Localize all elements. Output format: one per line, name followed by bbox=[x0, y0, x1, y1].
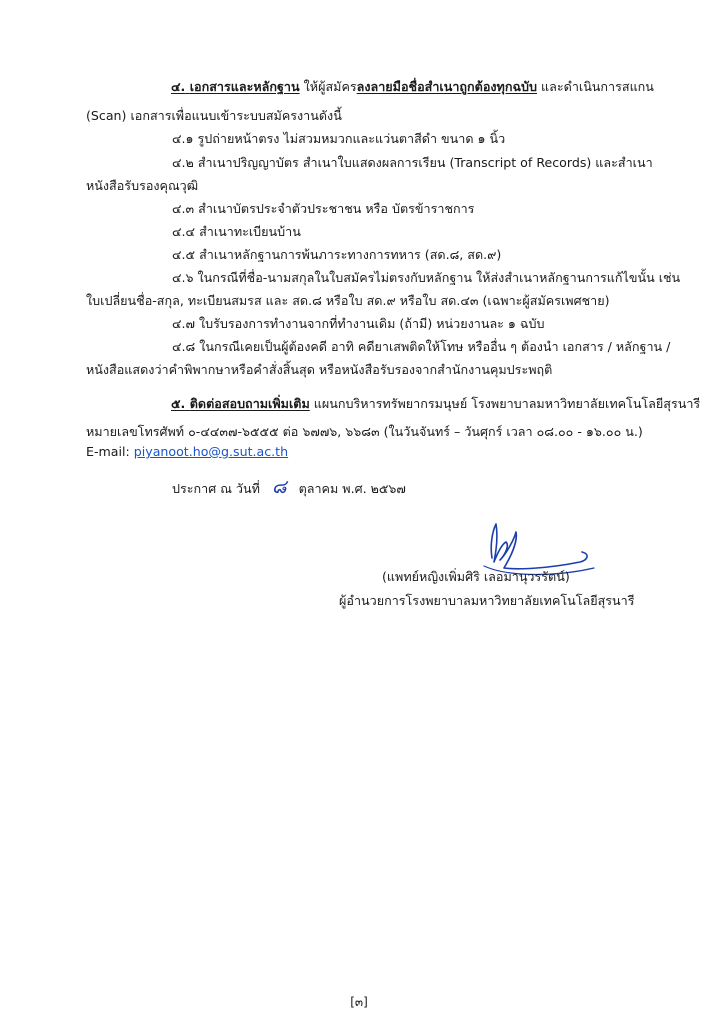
section4-first-line bbox=[171, 79, 654, 95]
announcement-day-handwritten: ๘ bbox=[271, 476, 287, 498]
page-number: [๓] bbox=[350, 995, 368, 1009]
section5-email-line bbox=[86, 444, 288, 460]
announcement-month-year: ตุลาคม พ.ศ. ๒๕๖๗ bbox=[298, 481, 406, 496]
signatory-position: ผู้อำนวยการโรงพยาบาลมหาวิทยาลัยเทคโนโลยีสุรนารี bbox=[339, 593, 635, 608]
section5-heading: ๕. ติดต่อสอบถามเพิ่มเติม bbox=[171, 396, 310, 411]
item-4-7: ๔.๗ ใบรับรองการทำงานจากที่ทำงานเดิม (ถ้ามี) หน่วยงานละ ๑ ฉบับ bbox=[172, 316, 545, 331]
item-4-2-line1: ๔.๒ สำเนาปริญญาบัตร สำเนาใบแสดงผลการเรียน (Transcript of Records) และสำเนา bbox=[172, 155, 653, 170]
section5-text-a: แผนกบริหารทรัพยากรมนุษย์ โรงพยาบาลมหาวิทยาลัยเทคโนโลยีสุรนารี bbox=[313, 396, 701, 411]
item-4-8-line2: หนังสือแสดงว่าคำพิพากษาหรือคำสั่งสิ้นสุด หรือหนังสือรับรองจากสำนักงานคุมประพฤติ bbox=[86, 362, 553, 377]
section5-phone-line: หมายเลขโทรศัพท์ ๐-๔๔๓๗-๖๕๕๕ ต่อ ๖๗๗๖, ๖๖๘๓ (ในวันจันทร์ – วันศุกร์ เวลา ๐๘.๐๐ - ๑๖.๐๐ น.) bbox=[86, 424, 643, 439]
item-4-4: ๔.๔ สำเนาทะเบียนบ้าน bbox=[172, 224, 301, 239]
item-4-5: ๔.๕ สำเนาหลักฐานการพ้นภาระทางการทหาร (สด.๘, สด.๙) bbox=[172, 247, 502, 262]
email-label: E-mail: bbox=[86, 444, 130, 459]
section5-first-line bbox=[171, 396, 700, 412]
section4-intro-a: ให้ผู้สมัคร bbox=[303, 79, 357, 94]
item-4-6-line2: ใบเปลี่ยนชื่อ-สกุล, ทะเบียนสมรส และ สด.๘ หรือใบ สด.๙ หรือใบ สด.๔๓ (เฉพาะผู้สมัครเพศชาย) bbox=[86, 293, 610, 308]
item-4-2-line2: หนังสือรับรองคุณวุฒิ bbox=[86, 178, 199, 193]
email-link[interactable]: piyanoot.ho@g.sut.ac.th bbox=[133, 444, 289, 459]
item-4-1: ๔.๑ รูปถ่ายหน้าตรง ไม่สวมหมวกและแว่นตาสีดำ ขนาด ๑ นิ้ว bbox=[172, 131, 506, 146]
item-4-3: ๔.๓ สำเนาบัตรประจำตัวประชาชน หรือ บัตรข้าราชการ bbox=[172, 201, 475, 216]
section4-intro-emphasis: ลงลายมือชื่อสำเนาถูกต้องทุกฉบับ bbox=[356, 79, 538, 94]
section4-intro-b: และดำเนินการสแกน bbox=[541, 79, 654, 94]
signatory-name: (แพทย์หญิงเพิ่มศิริ เลอมานุวรรัตน์) bbox=[382, 569, 570, 584]
item-4-6-line1: ๔.๖ ในกรณีที่ชื่อ-นามสกุลในใบสมัครไม่ตรงกับหลักฐาน ให้ส่งสำเนาหลักฐานการแก้ไขนั้น เช่น bbox=[172, 270, 681, 285]
section4-intro-cont: (Scan) เอกสารเพื่อแนบเข้าระบบสมัครงานดังนี้ bbox=[86, 108, 342, 123]
item-4-8-line1: ๔.๘ ในกรณีเคยเป็นผู้ต้องคดี อาทิ คดียาเสพติดให้โทษ หรืออื่น ๆ ต้องนำ เอกสาร / หลักฐาน / bbox=[172, 339, 671, 354]
section4-heading: ๔. เอกสารและหลักฐาน bbox=[171, 79, 300, 94]
announcement-line bbox=[172, 476, 406, 498]
announcement-prefix: ประกาศ ณ วันที่ bbox=[172, 481, 260, 496]
